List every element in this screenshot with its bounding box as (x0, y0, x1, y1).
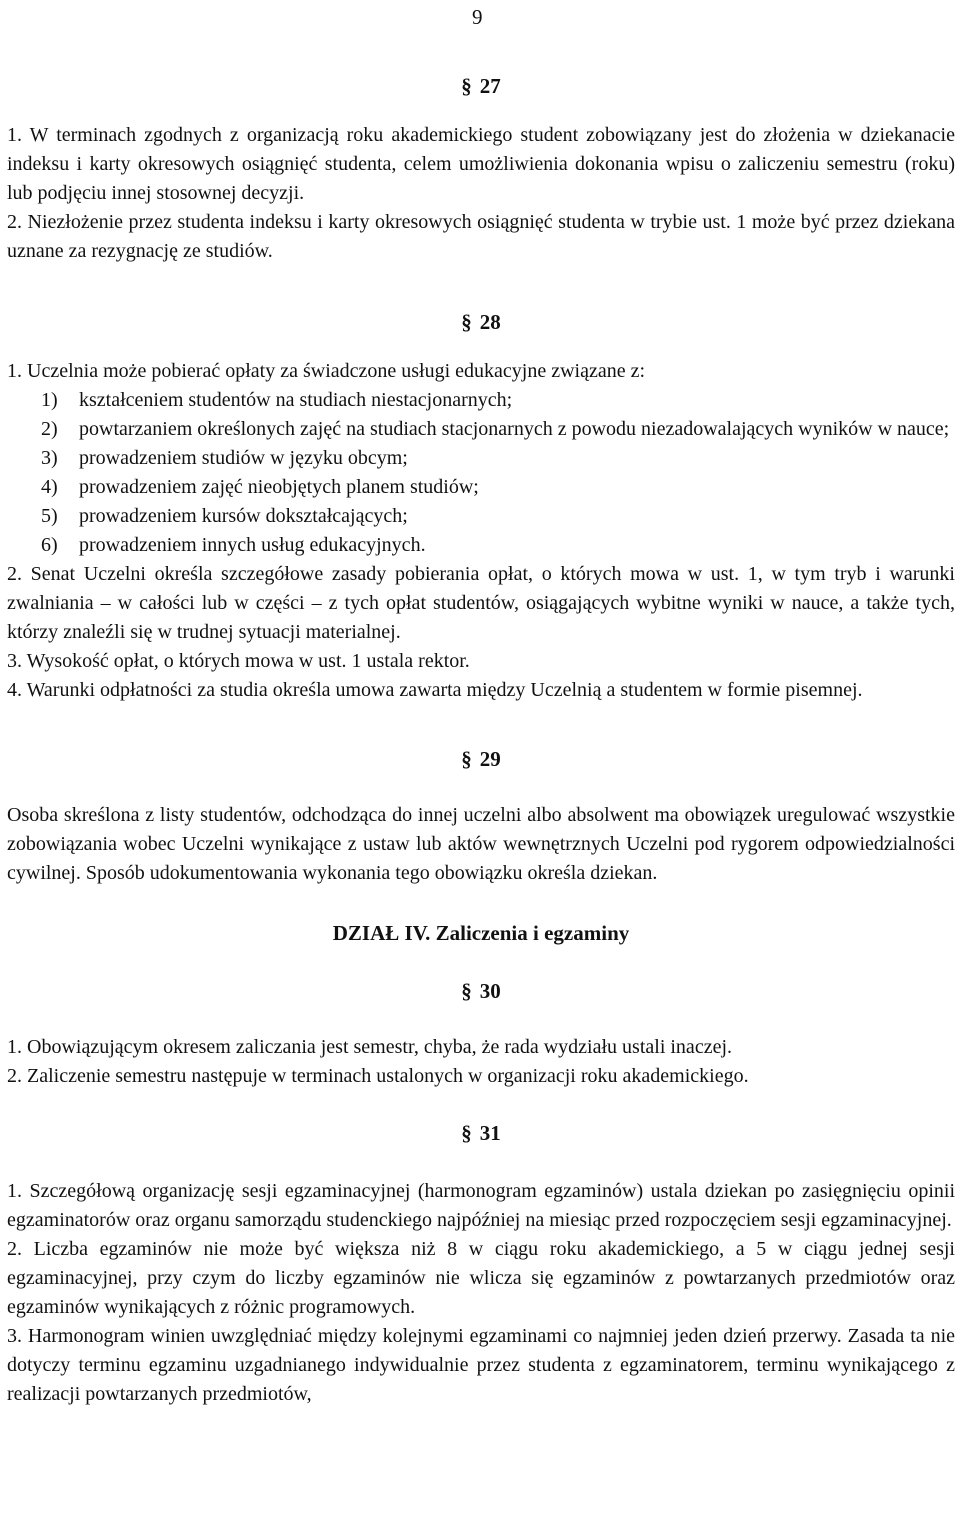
section-symbol: § (461, 747, 472, 771)
list-item-text: prowadzeniem kursów dokształcających; (79, 505, 408, 527)
section-30-paragraph-2: 2. Zaliczenie semestru następuje w terminach ustalonych w organizacji roku akademickiego. (7, 1065, 749, 1087)
section-28-paragraph-4: 4. Warunki odpłatności za studia określa umowa zawarta między Uczelnią a studentem w formie pisemnej. (7, 679, 863, 701)
section-symbol: § (461, 74, 472, 98)
page-number: 9 (472, 5, 483, 29)
section-28-heading (7, 308, 955, 337)
list-item-text: powtarzaniem określonych zajęć na studiach stacjonarnych z powodu niezadowalających wyników w nauce; (79, 418, 950, 440)
list-item-number: 4) (41, 476, 58, 498)
section-30-paragraph-1: 1. Obowiązującym okresem zaliczania jest semestr, chyba, że rada wydziału ustali inaczej. (7, 1036, 732, 1058)
section-27-paragraph-2: 2. Niezłożenie przez studenta indeksu i karty okresowych osiągnięć studenta w trybie ust. 1 może być przez dziekana uznane za rezygnację ze studiów. (7, 211, 955, 262)
list-item (7, 502, 955, 531)
list-item-number: 3) (41, 447, 58, 469)
list-item (7, 386, 955, 415)
section-31-paragraph-3: 3. Harmonogram winien uwzględniać między kolejnymi egzaminami co najmniej jeden dzień przerwy. Zasada ta nie dotyczy terminu egzaminu uzgadnianego indywidualnie przez studenta z egzaminatorem, terminu wynikającego z realizacji powtarzanych przedmiotów, (7, 1325, 955, 1405)
section-number: 31 (479, 1121, 501, 1145)
list-item (7, 415, 955, 444)
list-item (7, 444, 955, 473)
list-item (7, 531, 955, 560)
section-number: 29 (479, 747, 501, 771)
section-31-paragraph-1: 1. Szczegółową organizację sesji egzaminacyjnej (harmonogram egzaminów) ustala dziekan po zasięgnięciu opinii egzaminatorów oraz organu samorządu studenckiego najpóźniej na miesiąc przed rozpoczęciem sesji egzaminacyjnej. (7, 1180, 955, 1231)
section-29-heading (7, 745, 955, 774)
section-symbol: § (461, 1121, 472, 1145)
list-item (7, 473, 955, 502)
section-27-paragraph-1: 1. W terminach zgodnych z organizacją roku akademickiego student zobowiązany jest do złożenia w dziekanacie indeksu i karty okresowych osiągnięć studenta, celem umożliwienia dokonania wpisu o zaliczeniu semestru (roku) lub podjęciu innej stosownej decyzji. (7, 124, 955, 204)
list-item-text: kształceniem studentów na studiach niestacjonarnych; (79, 389, 513, 411)
section-31-paragraph-2: 2. Liczba egzaminów nie może być większa niż 8 w ciągu roku akademickiego, a 5 w ciągu jednej sesji egzaminacyjnej, przy czym do liczby egzaminów nie wlicza się egzaminów z powtarzanych przedmiotów oraz egzaminów wynikających z różnic programowych. (7, 1238, 955, 1318)
section-29-paragraph-1: Osoba skreślona z listy studentów, odchodząca do innej uczelni albo absolwent ma obowiązek uregulować wszystkie zobowiązania wobec Uczelni wynikające z ustaw lub aktów wewnętrznych Uczelni pod rygorem odpowiedzialności cywilnej. Sposób udokumentowania wykonania tego obowiązku określa dziekan. (7, 804, 955, 884)
list-item-text: prowadzeniem studiów w języku obcym; (79, 447, 408, 469)
fees-list (7, 386, 955, 560)
section-27-heading (7, 72, 955, 101)
section-28-intro: 1. Uczelnia może pobierać opłaty za świadczone usługi edukacyjne związane z: (7, 360, 646, 382)
section-31-heading (7, 1119, 955, 1148)
list-item-number: 6) (41, 534, 58, 556)
section-number: 30 (479, 979, 501, 1003)
list-item-number: 1) (41, 389, 58, 411)
section-28-paragraph-3: 3. Wysokość opłat, o których mowa w ust. 1 ustala rektor. (7, 650, 470, 672)
section-28-paragraph-2: 2. Senat Uczelni określa szczegółowe zasady pobierania opłat, o których mowa w ust. 1, w tym tryb i warunki zwalniania – w całości lub w części – z tych opłat studentów, osiągających wybitne wyniki w nauce, a także tych, którzy znaleźli się w trudnej sytuacji materialnej. (7, 563, 955, 643)
section-symbol: § (461, 979, 472, 1003)
section-30-heading (7, 977, 955, 1006)
list-item-number: 2) (41, 418, 58, 440)
list-item-text: prowadzeniem zajęć nieobjętych planem studiów; (79, 476, 479, 498)
section-symbol: § (461, 310, 472, 334)
chapter-title: DZIAŁ IV. Zaliczenia i egzaminy (332, 921, 630, 945)
list-item-number: 5) (41, 505, 58, 527)
section-number: 27 (479, 74, 501, 98)
document-page (7, 0, 955, 1409)
section-number: 28 (479, 310, 501, 334)
list-item-text: prowadzeniem innych usług edukacyjnych. (79, 534, 426, 556)
